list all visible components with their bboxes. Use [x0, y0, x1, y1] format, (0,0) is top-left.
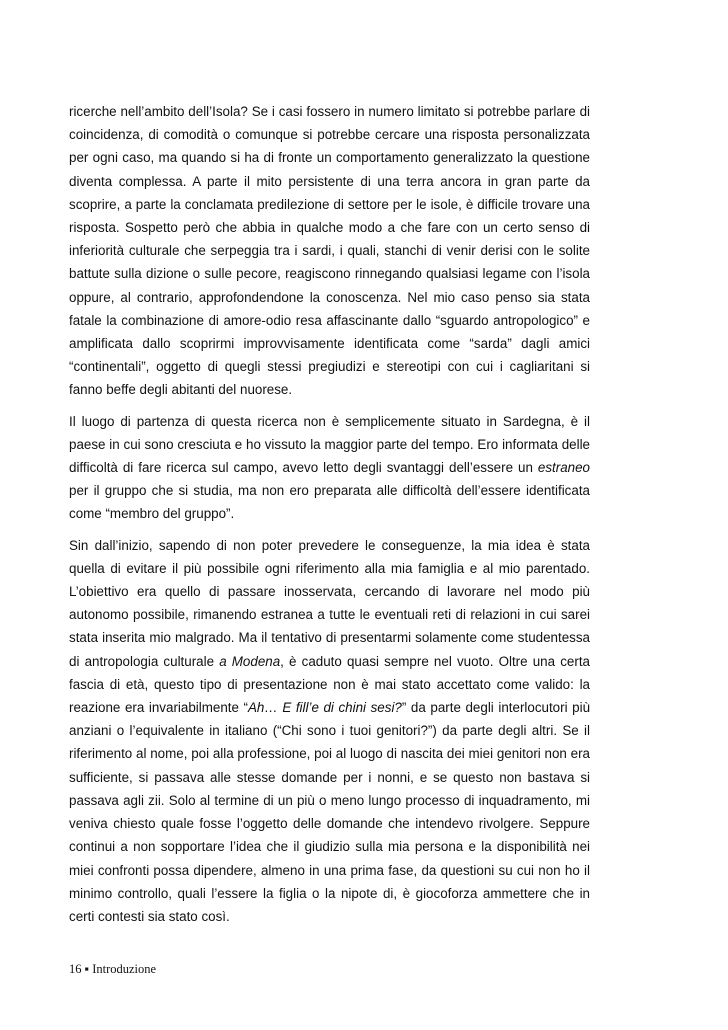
footer-separator-icon: ▪	[84, 962, 90, 976]
italic-term-a-modena: a Modena	[219, 653, 281, 669]
paragraph-1-text: ricerche nell’ambito dell’Isola? Se i casi fossero in numero limitato si potrebbe parlare di coincidenza, di comodità o comunque si potrebbe cercare una risposta personalizzata per ogni caso, ma quando si ha di fronte un comportamento generalizzato la questione diventa complessa. A parte il mito persistente di una terra ancora in gran parte da scoprire, a parte la conclamata predilezione di settore per le isole, è difficile trovare una risposta. Sospetto però che abbia in qualche modo a che fare con un certo senso di inferiorità culturale che serpeggia tra i sardi, i quali, stanchi di venir derisi con le solite battute sulla dizione o sulle pecore, reagiscono rinnegando qualsiasi legame con l’isola oppure, al contrario, approfondendone la conoscenza. Nel mio caso penso sia stata fatale la combinazione di amore-odio resa affascinante dallo “sguardo antropologico” e amplificata dallo scoprirmi improvvisamente identificata come “sarda” dagli amici “continentali”, oggetto di quegli stessi pregiudizi e stereotipi con cui i cagliaritani si fanno beffe degli abitanti del nuorese.	[69, 104, 590, 398]
paragraph-3	[69, 534, 590, 928]
footer-section-title: Introduzione	[92, 962, 157, 976]
paragraph-2-text-a: Il luogo di partenza di questa ricerca non è semplicemente situato in Sardegna, è il paese in cui sono cresciuta e ho vissuto la maggior parte del tempo. Ero informata delle difficoltà di fare ricerca sul campo, avevo letto degli svantaggi dell’essere un	[69, 413, 590, 476]
page-footer	[69, 962, 156, 977]
paragraph-1	[69, 100, 590, 402]
paragraph-3-text-c: ” da parte degli interlocutori più anziani o l’equivalente in italiano (“Chi sono i tuoi genitori?”) da parte degli altri. Se il riferimento al nome, poi alla professione, poi al luogo di nascita dei miei genitori non era sufficiente, si passava alle stesse domande per i nonni, e se questo non bastava si passava agli zii. Solo al termine di un più o meno lungo processo di inquadramento, mi veniva chiesto quale fosse l’oggetto delle domande che intendevo rivolgere. Seppure continui a non sopportare l’idea che il giudizio sulla mia persona e la disponibilità nei miei confronti possa dipendere, almeno in una prima fase, da questioni su cui non ho il minimo controllo, quali l’essere la figlia o la nipote di, è giocoforza ammettere che in certi contesti sia stato così.	[69, 700, 591, 924]
paragraph-3-text-b: , è caduto quasi sempre nel vuoto. Oltre una certa fascia di età, questo tipo di presentazione non è mai stato accettato come valido: la reazione era invariabilmente “	[69, 653, 590, 716]
page-number: 16	[69, 962, 82, 976]
paragraph-2-text-b: per il gruppo che si studia, ma non ero preparata alle difficoltà dell’essere identificata come “membro del gruppo”.	[69, 483, 590, 522]
body-text	[69, 100, 590, 936]
italic-term-estraneo: estraneo	[537, 460, 590, 476]
paragraph-3-text-a: Sin dall’inizio, sapendo di non poter prevedere le conseguenze, la mia idea è stata quella di evitare il più possibile ogni riferimento alla mia famiglia e al mio parentado. L’obiettivo era quello di passare inosservata, cercando di lavorare nel modo più autonomo possibile, rimanendo estranea a tutte le eventuali reti di relazioni in cui sarei stata inserita mio malgrado. Ma il tentativo di presentarmi solamente come studentessa di antropologia culturale	[69, 537, 590, 669]
italic-quote-dialect: Ah… E fill’e di chini sesi?	[247, 700, 402, 716]
paragraph-2	[69, 410, 590, 526]
